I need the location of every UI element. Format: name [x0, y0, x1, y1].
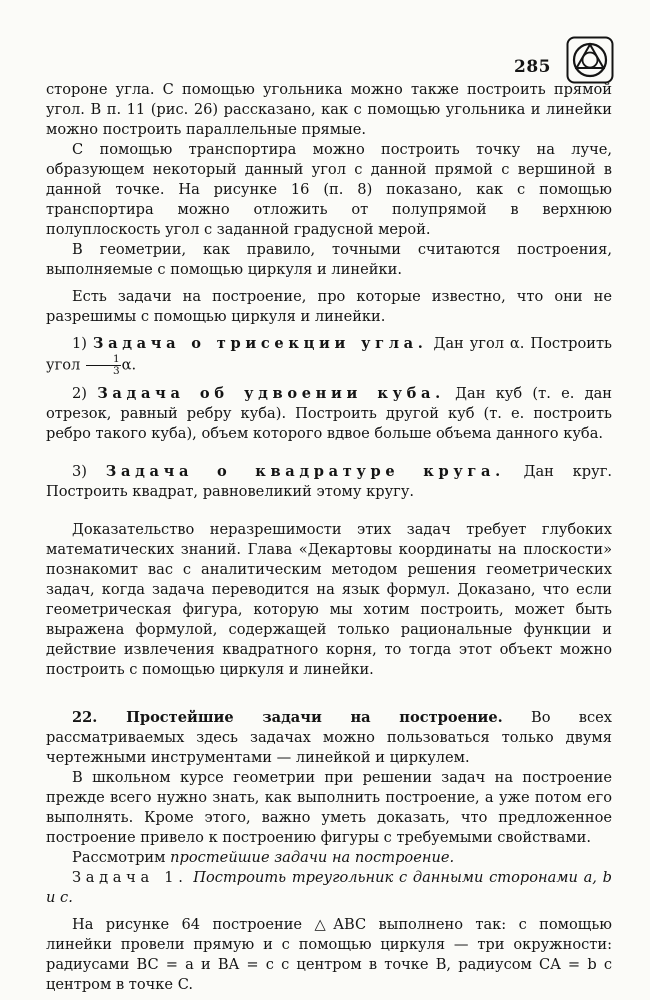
- fraction-denominator: 3: [112, 365, 120, 377]
- page-body: [46, 80, 612, 995]
- paragraph-proof: Доказательство неразрешимости этих задач требует глубоких математических знаний. Глава «Декартовы координаты на плоскости» познакомит вас с аналитическим методом решения геометрических задач, когда задача переводится на язык формул. Доказано, что если геометрическая фигура, которую мы хотим построить, может быть выражена формулой, содержащей только рациональные функции и действие извлечения квадратного корня, то тогда этот объект можно построить с помощью циркуля и линейки.: [46, 521, 612, 678]
- task-circle-squaring: [46, 462, 612, 502]
- zadacha-1-label: Задача 1.: [72, 869, 188, 886]
- task-trisection-text: Дан угол α. Построить угол: [46, 335, 612, 374]
- section-22: [46, 708, 612, 768]
- section-22-text: Во всех рассматриваемых здесь задачах можно пользоваться только двумя чертежными инструментами — линейкой и циркулем.: [46, 709, 612, 766]
- zadacha-1: [46, 868, 612, 908]
- paragraph-figure-64: На рисунке 64 построение △ABC выполнено так: с помощью линейки провели прямую и с помощью циркуля — три окружности: радиусами BC = a и BA = c с центром в точке B, радиусом CA = b с центром в точке C.: [46, 916, 612, 993]
- section-22-title: 22. Простейшие задачи на построение.: [72, 709, 503, 726]
- task-trisection-title: Задача о трисекции угла.: [92, 335, 428, 352]
- consider-text: Рассмотрим: [72, 849, 166, 866]
- paragraph-school-course: В школьном курсе геометрии при решении задач на построение прежде всего нужно знать, как выполнить построение, а уже потом его выполнять. Кроме этого, важно уметь доказать, что предложенное построение привело к построению фигуры с требуемыми свойствами.: [46, 769, 612, 846]
- task-cube-text: Дан куб (т. е. дан отрезок, равный ребру куба). Построить другой куб (т. е. построить ребро такого куба), объем которого вдвое больше объема данного куба.: [46, 385, 613, 442]
- zadacha-1-text: Построить треугольник с данными сторонами a, b и c.: [46, 869, 613, 906]
- task-cube-title: Задача об удвоении куба.: [97, 385, 445, 402]
- fraction-numerator: 1: [86, 354, 121, 366]
- paragraph-unsolvable-intro: Есть задачи на построение, про которые известно, что они не разрешимы с помощью циркуля и линейки.: [46, 288, 612, 325]
- task-circle-text: Дан круг. Построить квадрат, равновеликий этому кругу.: [46, 463, 612, 500]
- triangle-in-circle-emblem-icon: [566, 36, 614, 84]
- task-trisection-number: 1): [72, 335, 87, 352]
- task-trisection-alpha: α.: [121, 356, 137, 374]
- paragraph-continuation: стороне угла. С помощью угольника можно также построить прямой угол. В п. 11 (рис. 26) рассказано, как с помощью угольника и линейки можно построить параллельные прямые.: [46, 81, 612, 138]
- task-trisection: [46, 334, 612, 377]
- task-circle-number: 3): [72, 463, 87, 480]
- consider-italic: простейшие задачи на построение.: [170, 849, 455, 866]
- task-cube-number: 2): [72, 385, 87, 402]
- task-circle-title: Задача о квадратуре круга.: [105, 463, 505, 480]
- fraction-one-third: [86, 354, 121, 377]
- paragraph-protractor: С помощью транспортира можно построить точку на луче, образующем некоторый данный угол с данной прямой с вершиной в данной точке. На рисунке 16 (п. 8) показано, как с помощью транспортира можно отложить от полупрямой в верхнюю полуплоскость угол с заданной градусной мерой.: [46, 141, 612, 238]
- paragraph-consider: [46, 848, 612, 868]
- paragraph-compass-ruler: В геометрии, как правило, точными считаются построения, выполняемые с помощью циркуля и линейки.: [46, 241, 612, 278]
- page-number: 285: [514, 57, 551, 77]
- task-cube-doubling: [46, 384, 612, 444]
